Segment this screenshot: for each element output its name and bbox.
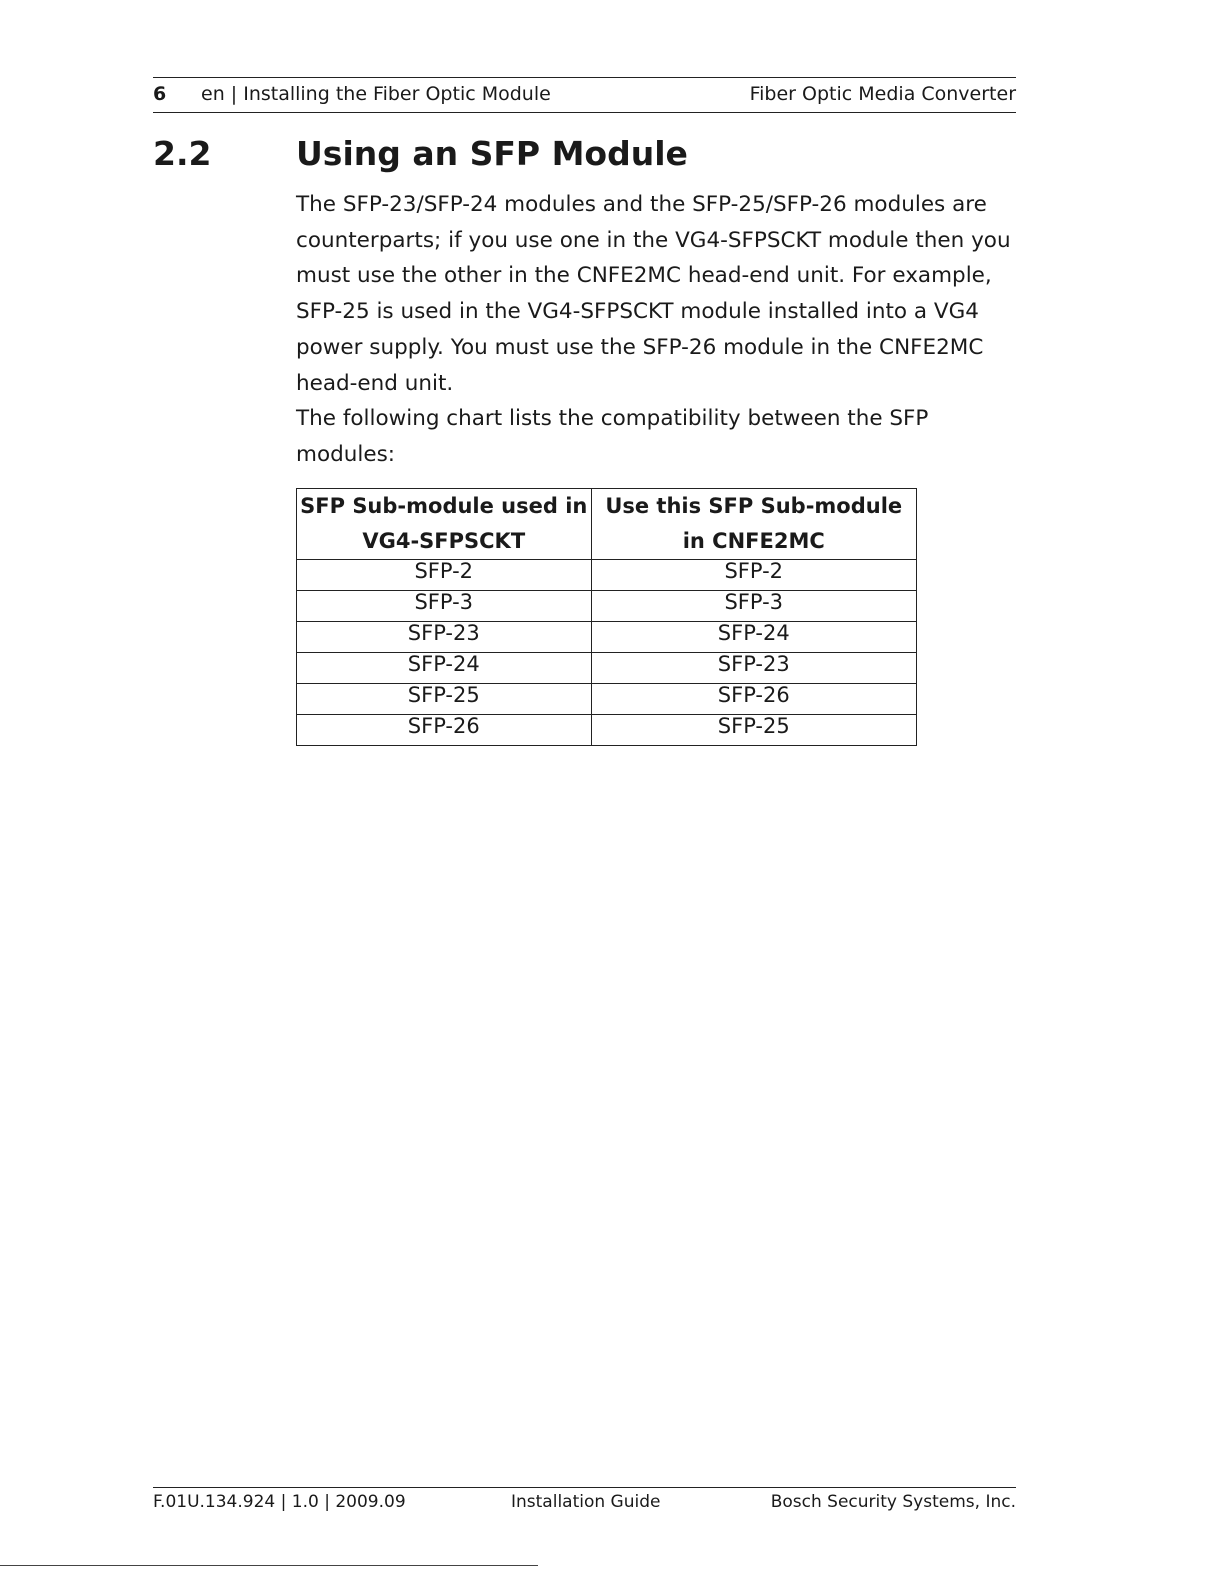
table-cell: SFP-23 [591,653,916,684]
table-cell: SFP-2 [591,560,916,591]
table-header-row [297,489,917,560]
footer-doc-id: F.01U.134.924 | 1.0 | 2009.09 [153,1492,406,1512]
body-paragraph: The SFP-23/SFP-24 modules and the SFP-25/SFP-26 modules are counterparts; if you use one in the VG4-SFPSCKT module then you must use the other in the CNFE2MC head-end unit. For example, SFP-25 is used in the VG4-SFPSCKT module installed into a VG4 power supply. You must use the SFP-26 module in the CNFE2MC head-end unit. [296,192,1011,396]
table-cell: SFP-3 [297,591,592,622]
footer-company: Bosch Security Systems, Inc. [770,1492,1016,1512]
table-cell: SFP-24 [297,653,592,684]
table-cell: SFP-23 [297,622,592,653]
table-row [297,684,917,715]
column-header-cnfe2mc: Use this SFP Sub-module in CNFE2MC [591,489,916,560]
bottom-divider [0,1565,538,1566]
table-row [297,591,917,622]
table-cell: SFP-25 [591,715,916,746]
footer-doc-type: Installation Guide [511,1492,661,1512]
compatibility-table [296,488,917,746]
page-number: 6 [153,83,167,105]
table-cell: SFP-24 [591,622,916,653]
table-row [297,715,917,746]
table-cell: SFP-2 [297,560,592,591]
section-number: 2.2 [153,134,212,173]
body-paragraph: The following chart lists the compatibility between the SFP modules: [296,406,929,467]
table-row [297,560,917,591]
table-cell: SFP-25 [297,684,592,715]
table-row [297,622,917,653]
table-row [297,653,917,684]
table-cell: SFP-26 [591,684,916,715]
table-cell: SFP-26 [297,715,592,746]
section-title: Using an SFP Module [296,134,688,173]
header-document-title: Fiber Optic Media Converter [749,83,1016,105]
column-header-vg4: SFP Sub-module used in VG4-SFPSCKT [297,489,592,560]
page-footer [153,1487,1016,1518]
table-cell: SFP-3 [591,591,916,622]
page-header [153,77,1016,113]
header-section-path: en | Installing the Fiber Optic Module [201,83,551,105]
